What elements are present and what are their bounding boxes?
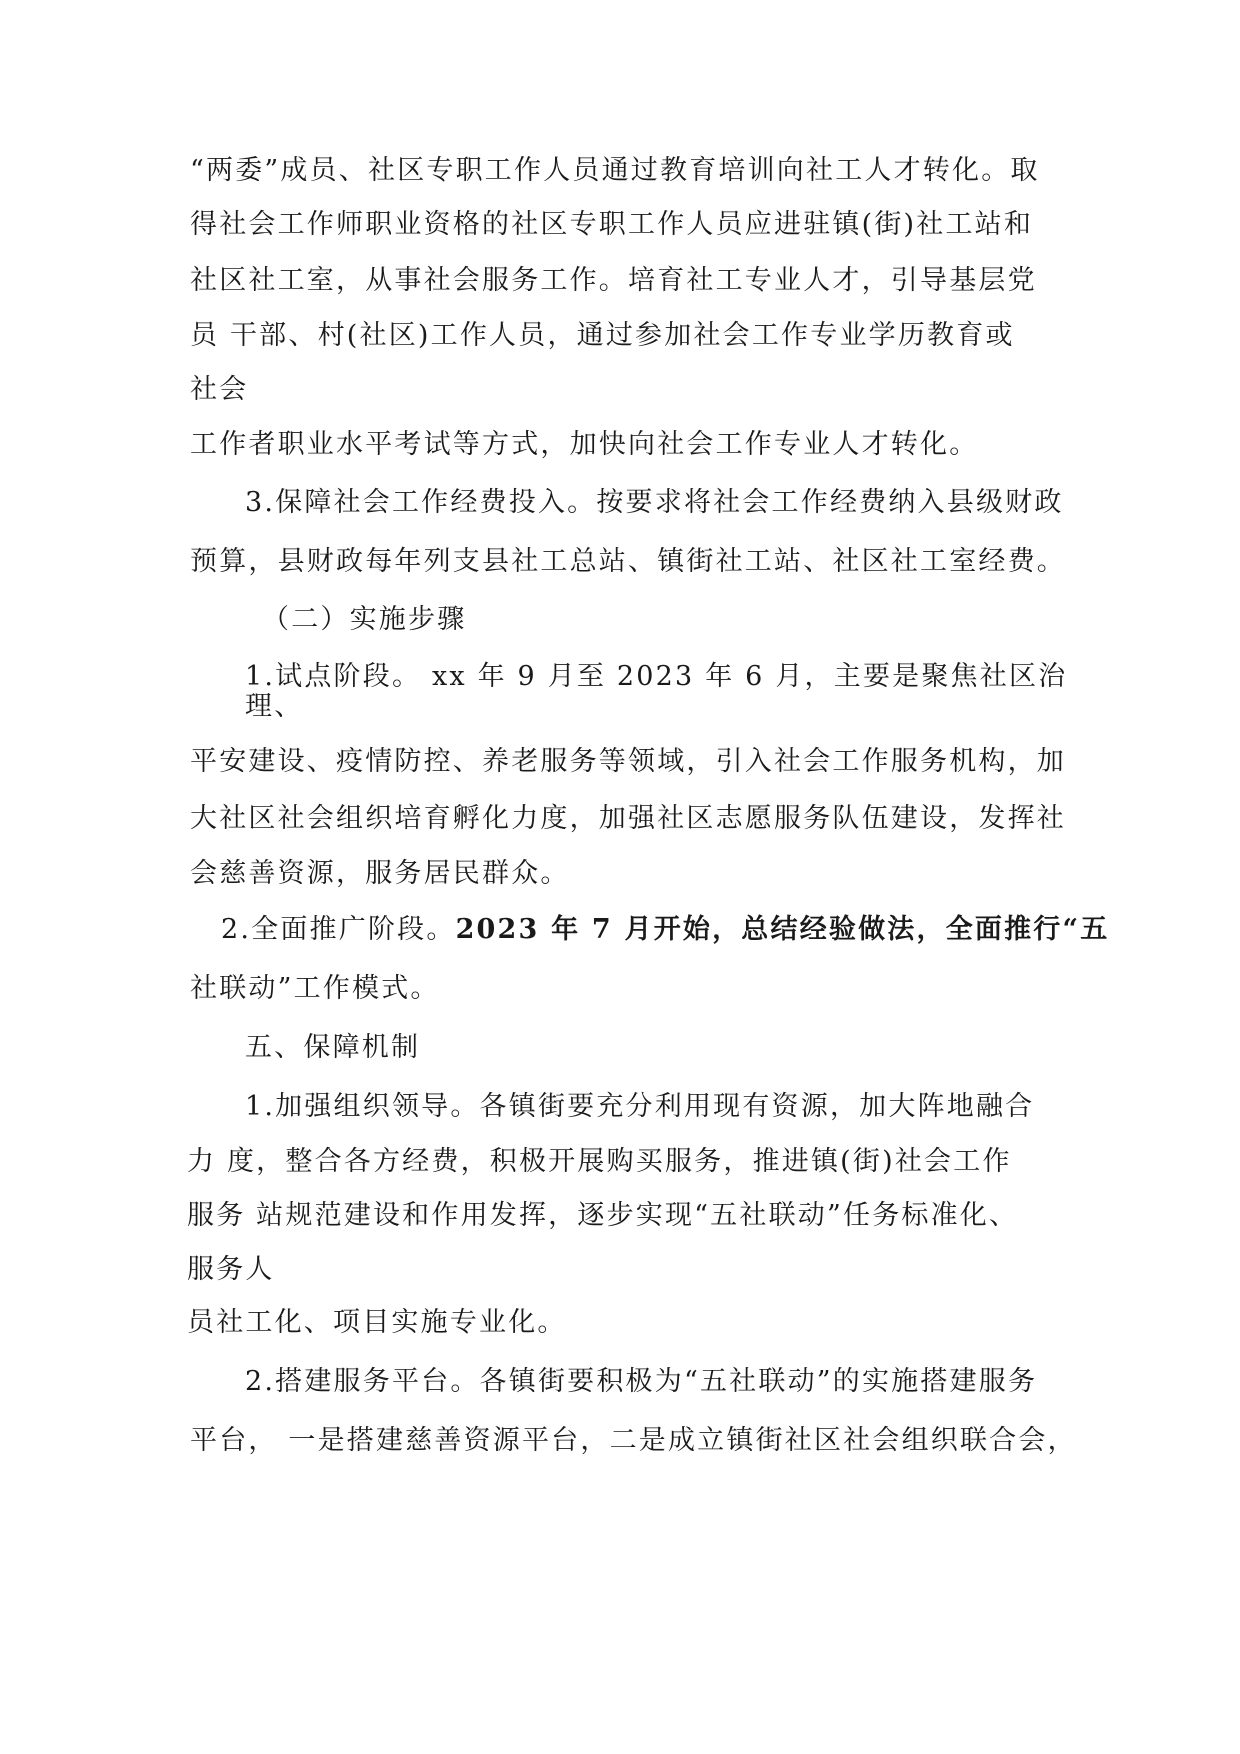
text-line: 员社工化、项目实施专业化。	[187, 1307, 567, 1338]
text-line: 平台， 一是搭建慈善资源平台，二是成立镇街社区社会组织联合会，	[190, 1425, 1077, 1456]
text-line: 员 干部、村(社区)工作人员，通过参加社会工作专业学历教育或	[190, 320, 1015, 351]
paragraph-heading-2	[221, 913, 1109, 947]
text-line: 得社会工作师职业资格的社区专职工作人员应进驻镇(街)社工站和	[190, 209, 1034, 240]
text-line: 大社区社会组织培育孵化力度，加强社区志愿服务队伍建设，发挥社	[190, 803, 1066, 834]
paragraph-heading-1: 1.试点阶段。 xx 年 9 月至 2023 年 6 月，主要是聚焦社区治	[245, 661, 1068, 692]
section-heading-2: （二）实施步骤	[262, 604, 467, 635]
text-line: 理、	[245, 691, 304, 722]
paragraph-heading-2-lead: 2.全面推广阶段。	[221, 914, 456, 945]
text-line: “两委”成员、社区专职工作人员通过教育培训向社工人才转化。取	[190, 155, 1040, 186]
section-heading-5: 五、保障机制	[245, 1032, 421, 1063]
paragraph-heading-2: 2.搭建服务平台。各镇街要积极为“五社联动”的实施搭建服务	[245, 1366, 1038, 1397]
text-line: 平安建设、疫情防控、养老服务等领域，引入社会工作服务机构，加	[190, 746, 1066, 777]
text-line: 工作者职业水平考试等方式，加快向社会工作专业人才转化。	[190, 429, 979, 460]
paragraph-heading-3: 3.保障社会工作经费投入。按要求将社会工作经费纳入县级财政	[245, 487, 1064, 518]
paragraph-heading-1: 1.加强组织领导。各镇街要充分利用现有资源，加大阵地融合	[245, 1091, 1035, 1122]
text-line: 服务 站规范建设和作用发挥，逐步实现“五社联动”任务标准化、	[187, 1200, 1019, 1231]
text-line: 社会	[190, 374, 249, 405]
text-line: 社区社工室，从事社会服务工作。培育社工专业人才，引导基层党	[190, 265, 1037, 296]
text-line: 社联动”工作模式。	[190, 973, 440, 1004]
text-line: 会慈善资源，服务居民群众。	[190, 858, 570, 889]
text-line: 服务人	[187, 1254, 275, 1285]
text-line: 预算，县财政每年列支县社工总站、镇街社工站、社区社工室经费。	[190, 546, 1066, 577]
paragraph-heading-2-rest: 2023 年 7 月开始，总结经验做法，全面推行“五	[455, 914, 1110, 945]
text-line: 力 度，整合各方经费，积极开展购买服务，推进镇(街)社会工作	[187, 1146, 1012, 1177]
